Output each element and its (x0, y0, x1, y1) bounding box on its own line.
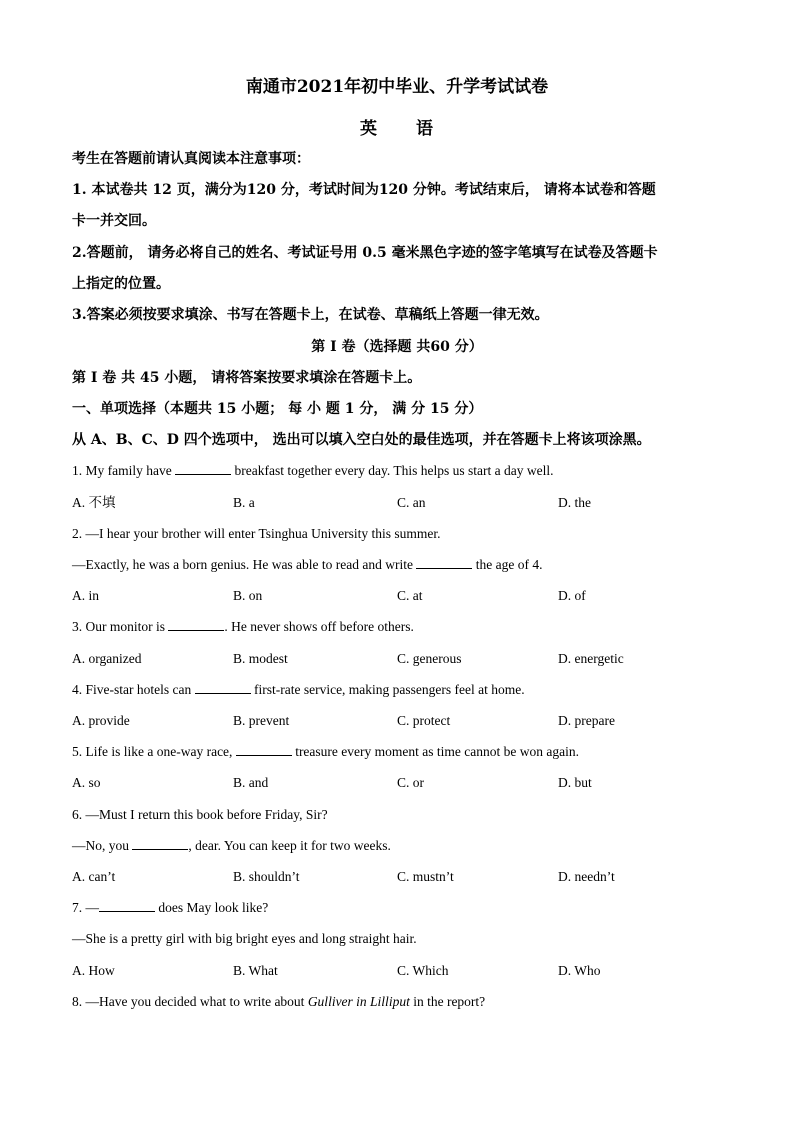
answer-blank (175, 462, 231, 475)
q7-option-c: C. Which (397, 963, 449, 978)
notice-line-2a: 2.答题前， 请务必将自己的姓名、考试证号用 0.5 毫米黑色字迹的签字笔填写在试卷及答题卡 (72, 245, 658, 261)
q6-option-a: A. can’t (72, 869, 116, 884)
notice-line-2b: 上指定的位置。 (72, 276, 170, 292)
q5-option-b: B. and (233, 775, 269, 790)
notice-line-1b: 卡一并交回。 (72, 213, 156, 229)
question-7-reply: —She is a pretty girl with big bright eyes and long straight hair. (72, 931, 417, 946)
question-1: 1. My family have breakfast together every day. This helps us start a day well. (72, 463, 554, 478)
question-5: 5. Life is like a one-way race, treasure every moment as time cannot be won again. (72, 744, 579, 759)
answer-blank (236, 743, 292, 756)
subject-char-1: 英 (360, 119, 378, 139)
q3-option-c: C. generous (397, 651, 462, 666)
q7-option-a: A. How (72, 963, 115, 978)
subject-char-2: 语 (416, 119, 434, 139)
section-instruction: 从 A、B、C、D 四个选项中， 选出可以填入空白处的最佳选项，并在答题卡上将该项涂黑。 (72, 432, 651, 448)
question-6: 6. —Must I return this book before Friday, Sir? (72, 807, 328, 822)
q5-option-d: D. but (558, 775, 592, 790)
q7-option-b: B. What (233, 963, 278, 978)
question-3: 3. Our monitor is . He never shows off before others. (72, 619, 414, 634)
q4-option-a: A. provide (72, 713, 130, 728)
q6-option-d: D. needn’t (558, 869, 615, 884)
q1-option-b: B. a (233, 495, 255, 510)
q4-option-d: D. prepare (558, 713, 615, 728)
exam-title: 南通市2021年初中毕业、升学考试试卷 (245, 77, 549, 97)
answer-blank (132, 837, 188, 850)
question-6-reply: —No, you , dear. You can keep it for two weeks. (72, 838, 391, 853)
section-heading: 一、单项选择（本题共 15 小题； 每 小 题 1 分， 满 分 15 分） (72, 401, 483, 417)
q3-option-d: D. energetic (558, 651, 624, 666)
q3-option-a: A. organized (72, 651, 142, 666)
question-4: 4. Five-star hotels can first-rate service, making passengers feel at home. (72, 682, 525, 697)
book-title: Gulliver in Lilliput (307, 994, 410, 1009)
q5-option-c: C. or (397, 775, 424, 790)
q2-option-d: D. of (558, 588, 586, 603)
q1-option-c: C. an (397, 495, 426, 510)
answer-blank (416, 556, 472, 569)
question-2-reply: —Exactly, he was a born genius. He was able to read and write the age of 4. (72, 557, 543, 572)
q7-option-d: D. Who (558, 963, 601, 978)
subject-title (0, 114, 794, 139)
notice-heading: 考生在答题前请认真阅读本注意事项： (72, 151, 310, 167)
q2-option-a: A. in (72, 588, 99, 603)
q4-option-b: B. prevent (233, 713, 290, 728)
q2-option-b: B. on (233, 588, 263, 603)
q6-option-c: C. mustn’t (397, 869, 454, 884)
q4-option-c: C. protect (397, 713, 451, 728)
answer-blank (195, 681, 251, 694)
answer-blank (168, 618, 224, 631)
q2-option-c: C. at (397, 588, 423, 603)
q1-option-a: A. 不填 (72, 495, 116, 510)
question-7: 7. — does May look like? (72, 900, 269, 915)
q6-option-b: B. shouldn’t (233, 869, 300, 884)
notice-line-1a: 1. 本试卷共 12 页，满分为120 分，考试时间为120 分钟。考试结束后， 请将本试卷和答题 (72, 182, 656, 198)
q1-option-d: D. the (558, 495, 591, 510)
part-title: 第 I 卷（选择题 共60 分） (311, 339, 483, 355)
part-description: 第 I 卷 共 45 小题， 请将答案按要求填涂在答题卡上。 (72, 370, 422, 386)
question-8: 8. —Have you decided what to write about Gulliver in Lilliput in the report? (72, 994, 486, 1009)
q5-option-a: A. so (72, 775, 101, 790)
question-2: 2. —I hear your brother will enter Tsinghua University this summer. (72, 526, 441, 541)
notice-line-3: 3.答案必须按要求填涂、书写在答题卡上，在试卷、草稿纸上答题一律无效。 (72, 307, 549, 323)
q3-option-b: B. modest (233, 651, 288, 666)
answer-blank (99, 899, 155, 912)
